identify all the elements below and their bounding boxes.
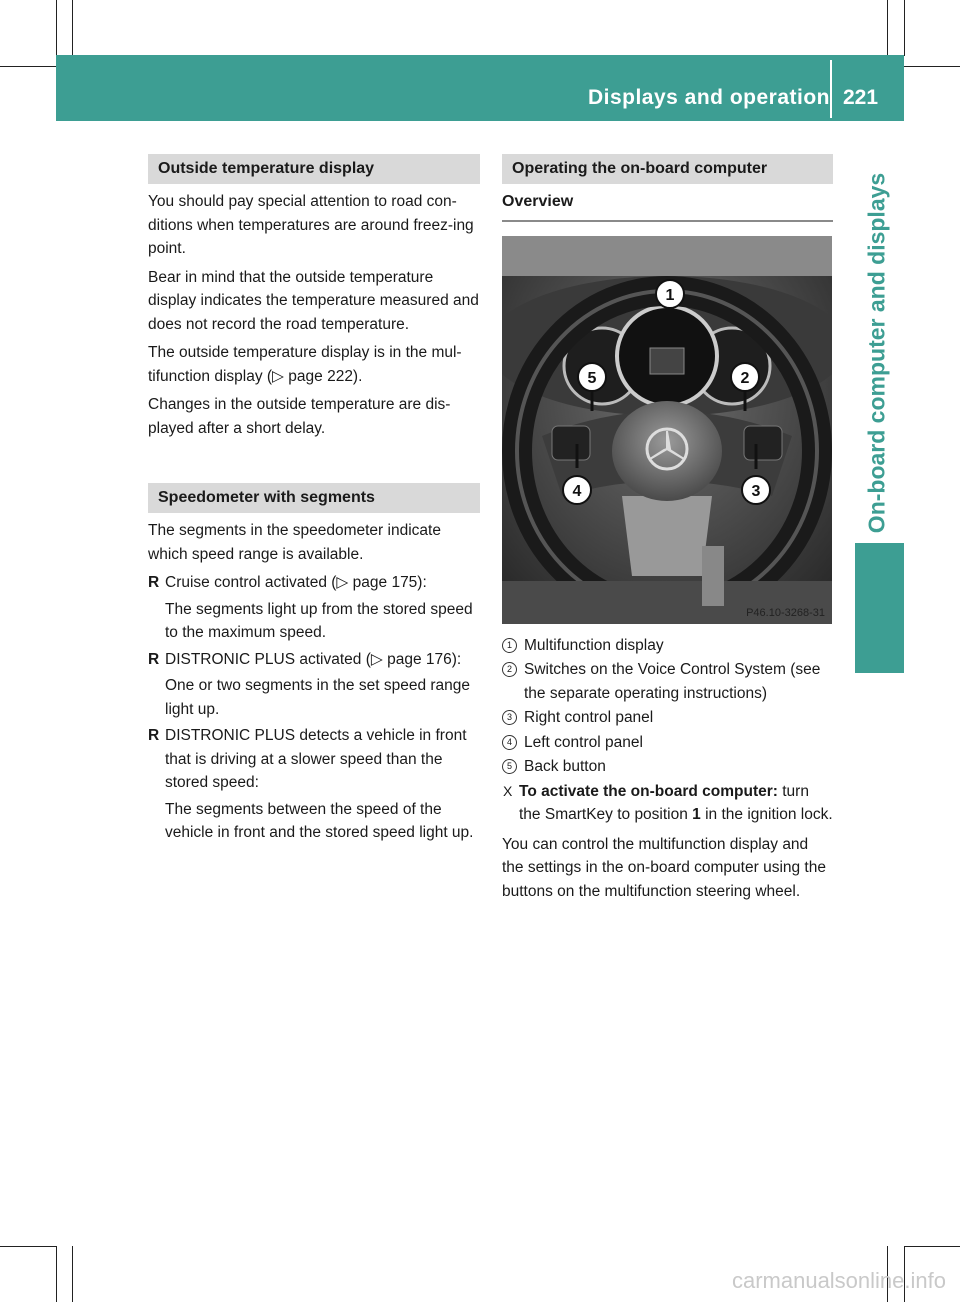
bullet-marker: R [148, 650, 160, 668]
action-marker: X [503, 782, 513, 799]
bullet-item [148, 571, 480, 595]
side-chapter-title [855, 163, 899, 543]
action-text-end: in the ignition lock. [700, 806, 833, 823]
bullet-text: DISTRONIC PLUS detects a vehicle in front that is driving at a slower speed than the stored speed: [165, 727, 467, 791]
paragraph: You can control the multifunction display and the settings in the on-board computer using the buttons on the multifunction steering wheel. [502, 835, 826, 900]
crop-mark [56, 0, 57, 56]
page-number: 221 [843, 86, 879, 109]
callout-3 [742, 476, 770, 504]
side-title-text: On-board computer and displays [863, 172, 890, 534]
legend-item [502, 634, 833, 658]
legend-number: 1 [502, 638, 517, 653]
callout-label: 5 [587, 369, 597, 387]
bullet-item [148, 648, 480, 672]
steering-wheel-image [502, 236, 832, 624]
paragraph: You should pay special attention to road con-ditions when temperatures are around freez-ing point. [148, 193, 474, 257]
callout-label: 4 [572, 482, 582, 500]
legend-item [502, 706, 833, 730]
bullet-item [148, 724, 480, 795]
left-column [148, 154, 480, 848]
paragraph: Changes in the outside temperature are dis-played after a short delay. [148, 396, 451, 437]
crop-mark [887, 0, 888, 56]
legend-text: Left control panel [524, 733, 643, 751]
bullet-subtext: One or two segments in the set speed range light up. [165, 677, 471, 718]
action-step [502, 780, 833, 827]
bullet-text: Cruise control activated (▷ page 175): [165, 574, 427, 591]
header-title: Displays and operation [587, 86, 830, 109]
bullet-subtext: The segments light up from the stored speed to the maximum speed. [165, 600, 473, 641]
header-separator [830, 60, 832, 118]
crop-mark [904, 0, 905, 56]
crop-mark [0, 66, 56, 67]
paragraph: The segments in the speedometer indicate which speed range is available. [148, 522, 441, 563]
legend-list [502, 634, 833, 779]
bullet-subtext: The segments between the speed of the vehicle in front and the stored speed light up. [165, 800, 474, 841]
legend-number: 4 [502, 735, 517, 750]
watermark: carmanualsonline.info [731, 1268, 946, 1293]
paragraph: The outside temperature display is in the mul-tifunction display (▷ page 222). [148, 344, 462, 385]
legend-text: Right control panel [524, 709, 654, 726]
side-tab [855, 543, 904, 673]
callout-label: 3 [751, 482, 761, 500]
callout-label: 1 [665, 286, 675, 304]
legend-number: 5 [502, 759, 517, 774]
crop-mark [904, 1246, 960, 1247]
bullet-marker: R [148, 574, 160, 591]
action-text: turn the SmartKey to position [519, 782, 809, 823]
legend-item [502, 731, 833, 755]
bullet-marker: R [148, 727, 160, 744]
legend-item [502, 755, 833, 779]
section-heading-onboard-computer: Operating the on-board computer [502, 154, 833, 184]
legend-text: Switches on the Voice Control System (see the separate operating instructions) [524, 661, 821, 702]
paragraph: Bear in mind that the outside temperature display indicates the temperature measured and does not record the road temperature. [148, 268, 479, 333]
legend-number: 3 [502, 710, 517, 725]
crop-mark [0, 1246, 56, 1247]
crop-mark [904, 66, 960, 67]
crop-mark [72, 0, 73, 56]
callout-label: 2 [740, 369, 750, 387]
callout-2 [731, 363, 759, 391]
legend-number: 2 [502, 662, 517, 677]
image-code: P46.10-3268-31 [746, 606, 825, 619]
legend-text: Multifunction display [524, 636, 664, 654]
crop-mark [56, 1246, 57, 1302]
callout-1 [656, 280, 684, 308]
steering-wheel-illustration [502, 236, 832, 624]
subheading-overview: Overview [502, 190, 833, 222]
crop-mark [72, 1246, 73, 1302]
callout-5 [578, 363, 606, 391]
action-bold: To activate the on-board computer: [519, 782, 778, 800]
right-column [502, 154, 833, 908]
legend-item [502, 658, 833, 705]
ignition-position: 1 [692, 806, 701, 823]
section-heading-speedometer: Speedometer with segments [148, 483, 480, 513]
legend-text: Back button [524, 758, 606, 775]
bullet-text: DISTRONIC PLUS activated (▷ page 176): [165, 650, 462, 668]
section-heading-outside-temp: Outside temperature display [148, 154, 480, 184]
callout-4 [563, 476, 591, 504]
